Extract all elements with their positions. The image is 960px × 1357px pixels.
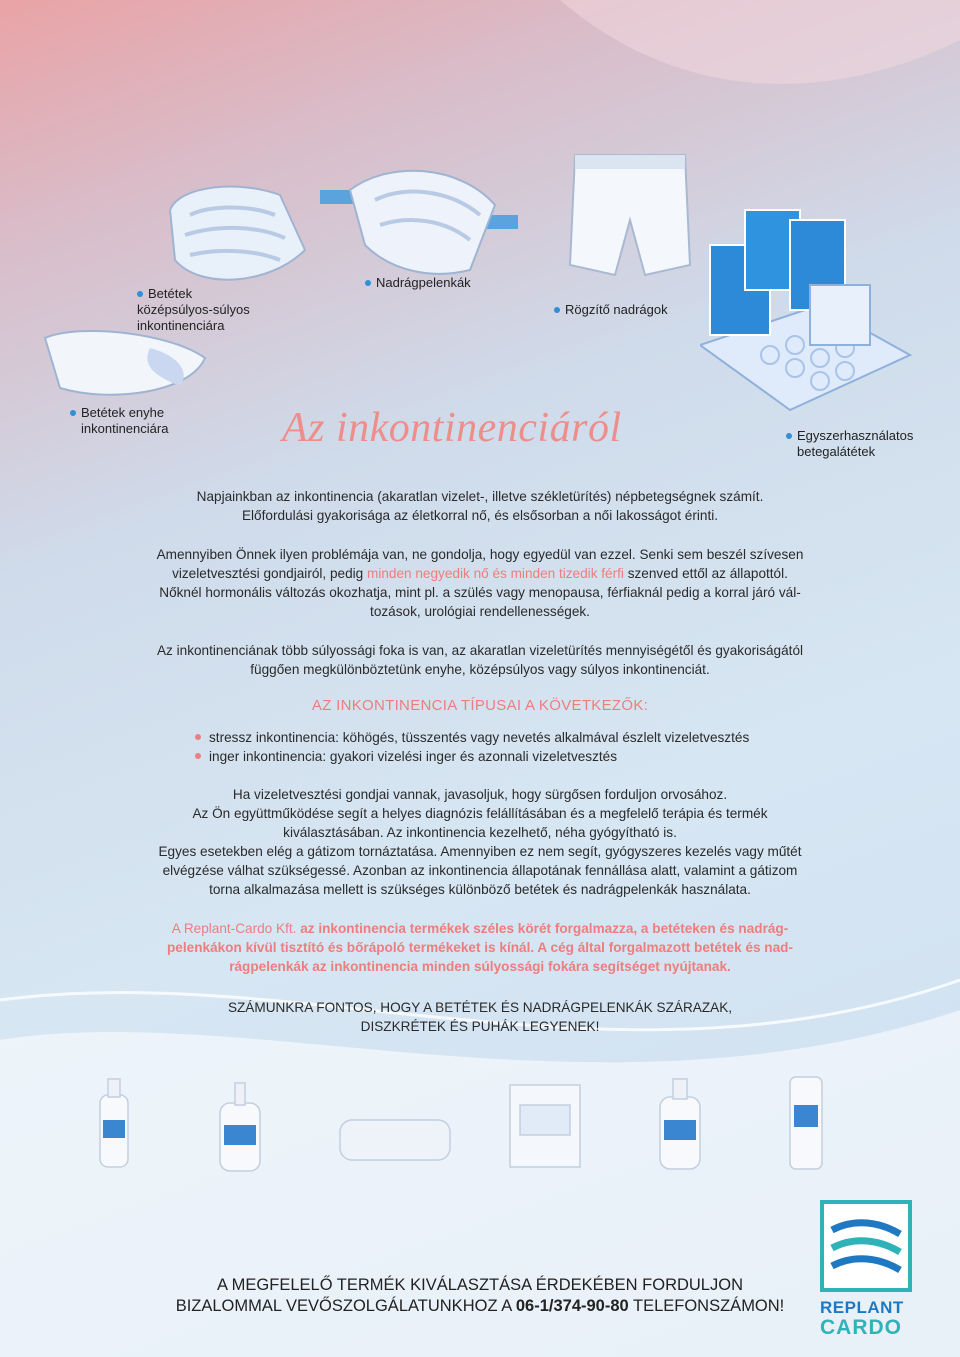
paragraph-3 <box>140 641 820 679</box>
text-line: DISZKRÉTEK ÉS PUHÁK LEGYENEK! <box>360 1019 600 1034</box>
label-line: inkontinenciára <box>137 318 225 333</box>
label-underpads <box>786 428 913 460</box>
text-line: A MEGFELELŐ TERMÉK KIVÁLASZTÁSA ÉRDEKÉBEN FORDULJON <box>216 1276 743 1294</box>
logo-mark-icon <box>820 1200 912 1292</box>
label-line: inkontinenciára <box>81 421 169 436</box>
list-item: stressz inkontinencia: köhögés, tüsszentés vagy nevetés alkalmával észlelt vizeletvesztés <box>195 728 749 747</box>
label-line: Betétek enyhe <box>81 405 165 420</box>
company-name: A Replant-Cardo Kft. <box>171 921 297 936</box>
logo-text-cardo: CARDO <box>820 1316 902 1339</box>
text-line <box>140 564 820 583</box>
text-span: BIZALOMMAL VEVŐSZOLGÁLATUNKHOZ A <box>175 1297 516 1315</box>
text-line: Ha vizeletvesztési gondjai vannak, javasoljuk, hogy sürgősen forduljon orvosához. <box>232 787 728 802</box>
text-line: rágpelenkák az inkontinencia minden súlyossági fokára segítséget nyújtanak. <box>229 959 731 974</box>
contact-text <box>140 1275 820 1317</box>
text-span: vizeletvesztési gondjairól, pedig <box>172 566 368 581</box>
text-span: az inkontinencia termékek széles körét forgalmazza, a betéteken és nadrág- <box>296 921 789 936</box>
label-fixation-pants <box>554 302 668 318</box>
text-span: szenved ettől az állapottól. <box>623 566 788 581</box>
text-line: tozások, urológiai rendellenességek. <box>370 604 590 619</box>
bullet-dot-icon <box>137 291 143 297</box>
text-line: elvégzése válhat szükségessé. Azonban az inkontinencia állapotának fennállása alatt, valamint a gátizom <box>162 863 798 878</box>
text-line: Az inkontinenciának több súlyossági foka is van, az akaratlan vizeletürítés mennyiségétől és gyakoriságától <box>156 643 804 658</box>
text-line: torna alkalmazása mellett is szükséges különböző betétek és nadrágpelenkák használata. <box>209 882 751 897</box>
label-pads-light <box>70 405 168 437</box>
text-line: függően megkülönböztetünk enyhe, középsúlyos vagy súlyos inkontinenciát. <box>250 662 710 677</box>
text-line: Az Ön együttműködése segít a helyes diagnózis felállításában és a megfelelő terápia és termék <box>192 806 768 821</box>
text-line <box>140 919 820 938</box>
label-pads-moderate-heavy <box>137 286 250 334</box>
label-briefs <box>365 275 471 291</box>
text-line: Előfordulási gyakorisága az életkorral nő, és elsősorban a női lakosságot érinti. <box>241 508 719 523</box>
page-title: Az inkontinenciáról <box>282 405 622 451</box>
types-list <box>195 728 749 766</box>
bullet-dot-icon <box>786 433 792 439</box>
caps-statement <box>140 998 820 1036</box>
underpads-image <box>700 205 915 415</box>
fixation-pants-image <box>565 145 695 285</box>
bullet-dot-icon <box>365 280 371 286</box>
list-item: inger inkontinencia: gyakori vizelési inger és azonnali vizeletvesztés <box>195 747 749 766</box>
logo-text-replant: REPLANT <box>820 1298 904 1317</box>
label-line: Nadrágpelenkák <box>376 275 471 290</box>
label-line: Rögzítő nadrágok <box>565 302 668 317</box>
text-line: Egyes esetekben elég a gátizom tornáztatása. Amennyiben ez nem segít, gyógyszeres kezelés vagy műtét <box>158 844 802 859</box>
bullet-dot-icon <box>554 307 560 313</box>
bullet-dot-icon <box>70 410 76 416</box>
replant-cardo-logo <box>820 1200 912 1339</box>
text-line: Amennyiben Önnek ilyen problémája van, ne gondolja, hogy egyedül van ezzel. Senki sem beszél szívesen <box>156 547 804 562</box>
label-line: Egyszerhasználatos <box>797 428 914 443</box>
highlight-text: minden negyedik nő és minden tizedik férfi <box>367 566 624 581</box>
text-line: Napjainkban az inkontinencia (akaratlan vizelet-, illetve székletürítés) népbetegségnek számít. <box>196 489 764 504</box>
care-products-image <box>90 1075 850 1175</box>
text-span: TELEFONSZÁMON! <box>628 1297 785 1315</box>
text-line: SZÁMUNKRA FONTOS, HOGY A BETÉTEK ÉS NADRÁGPELENKÁK SZÁRAZAK, <box>227 1000 733 1015</box>
text-line <box>140 1296 820 1317</box>
text-line: Nőknél hormonális változás okozhatja, mint pl. a szülés vagy menopausa, férfiaknál pedig a korral járó vál- <box>159 585 801 600</box>
label-line: Betétek <box>148 286 193 301</box>
label-line: középsúlyos-súlyos <box>137 302 250 317</box>
brief-image <box>320 160 520 280</box>
paragraph-4 <box>140 785 820 899</box>
paragraph-2 <box>140 545 820 621</box>
types-heading: AZ INKONTINENCIA TÍPUSAI A KÖVETKEZŐK: <box>311 697 649 714</box>
label-line: betegalátétek <box>797 444 876 459</box>
paragraph-5 <box>140 919 820 976</box>
text-line: pelenkákon kívül tisztító és bőrápoló termékeket is kínál. A cég által forgalmazott betétek és nad- <box>167 940 793 955</box>
phone-number: 06-1/374-90-80 <box>515 1297 629 1315</box>
text-line: kiválasztásában. Az inkontinencia kezelhető, néha gyógyítható is. <box>283 825 677 840</box>
pad-heavy-image <box>160 180 310 290</box>
intro-paragraph <box>140 487 820 525</box>
